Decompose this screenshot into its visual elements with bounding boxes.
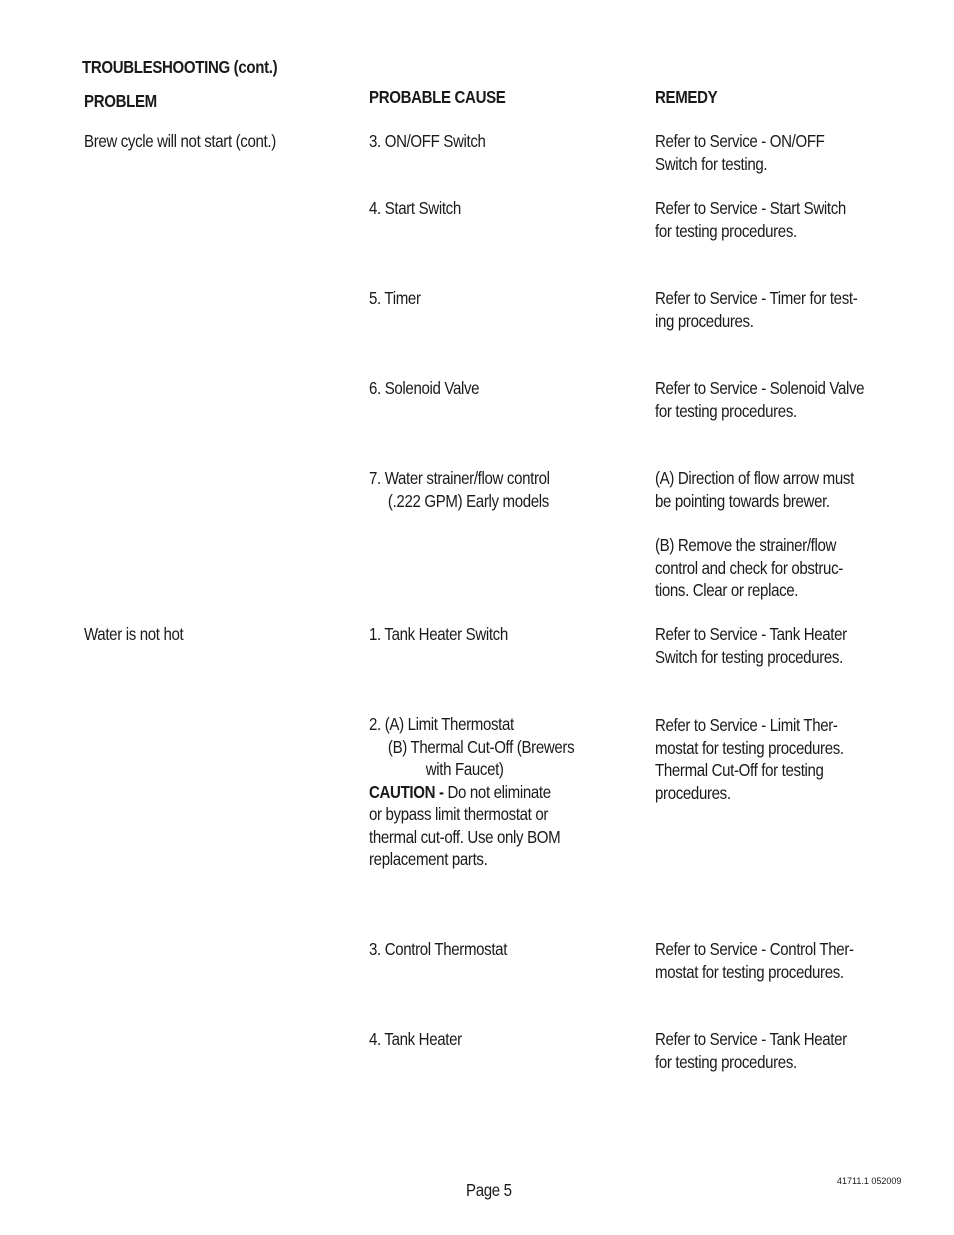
cause-line: (B) Thermal Cut-Off (Brewers [387,736,575,757]
header-remedy: REMEDY [655,87,718,107]
page-number: Page 5 [466,1180,512,1200]
caution-label: CAUTION - [369,781,444,802]
cause-line: 3. Control Thermostat [369,939,508,959]
cause-line: 6. Solenoid Valve [369,378,480,398]
caution-text-line: replacement parts. [369,849,488,869]
remedy-line: tions. Clear or replace. [655,580,799,600]
cause-line: (.222 GPM) Early models [387,490,549,511]
remedy-line: Refer to Service - ON/OFF [655,131,825,151]
cause-item [369,713,574,871]
cause-line: 7. Water strainer/flow control [369,468,550,488]
remedy-line: be pointing towards brewer. [655,490,830,511]
remedy-line: Refer to Service - Tank Heater [655,1029,847,1049]
cause-line: with Faucet) [425,759,504,779]
remedy-item [655,287,857,332]
cause-line: 5. Timer [369,288,421,308]
remedy-line: Refer to Service - Timer for test- [655,288,858,308]
remedy-item [655,623,847,668]
remedy-item [655,467,854,512]
remedy-line: ing procedures. [655,310,754,331]
remedy-item [655,714,844,804]
remedy-item [655,938,854,983]
remedy-item [655,197,846,242]
cause-item [369,938,507,961]
cause-line: 4. Tank Heater [369,1029,462,1049]
section-title: TROUBLESHOOTING (cont.) [82,57,278,77]
remedy-line: for testing procedures. [655,400,797,421]
remedy-item [655,377,864,422]
remedy-line: (B) Remove the strainer/flow [655,535,837,555]
remedy-line: control and check for obstruc- [655,557,843,578]
cause-item [369,467,550,512]
problem-water-not-hot: Water is not hot [84,624,184,644]
cause-line: 4. Start Switch [369,198,461,218]
remedy-line: Refer to Service - Start Switch [655,198,846,218]
header-probable-cause: PROBABLE CAUSE [369,87,506,107]
document-code: 41711.1 052009 [837,1176,902,1186]
cause-line: 3. ON/OFF Switch [369,131,486,151]
remedy-item [655,130,825,175]
cause-item [369,287,421,310]
remedy-line: Refer to Service - Solenoid Valve [655,378,865,398]
cause-item [369,377,479,400]
remedy-line: Refer to Service - Control Ther- [655,939,854,959]
cause-item [369,1028,462,1051]
caution-text: Do not eliminate [447,781,551,802]
remedy-line: mostat for testing procedures. [655,961,844,982]
cause-line: 2. (A) Limit Thermostat [369,714,514,734]
remedy-line: procedures. [655,782,731,803]
cause-item [369,130,486,153]
remedy-line: Refer to Service - Tank Heater [655,624,847,644]
cause-line: 1. Tank Heater Switch [369,624,508,644]
remedy-line: for testing procedures. [655,1051,797,1072]
remedy-item-b [655,534,843,602]
caution-text-line: or bypass limit thermostat or [369,804,549,824]
remedy-line: for testing procedures. [655,220,797,241]
cause-item [369,623,508,646]
remedy-line: Refer to Service - Limit Ther- [655,715,838,735]
remedy-line: Switch for testing. [655,153,768,174]
remedy-line: (A) Direction of flow arrow must [655,468,854,488]
remedy-line: Switch for testing procedures. [655,646,843,667]
remedy-item [655,1028,847,1073]
remedy-line: Thermal Cut-Off for testing [655,760,824,780]
cause-item [369,197,461,220]
remedy-line: mostat for testing procedures. [655,737,844,758]
caution-text-line: thermal cut-off. Use only BOM [369,826,561,847]
problem-brew-cycle: Brew cycle will not start (cont.) [84,131,276,151]
header-problem: PROBLEM [84,91,157,111]
caution-line [369,781,574,804]
